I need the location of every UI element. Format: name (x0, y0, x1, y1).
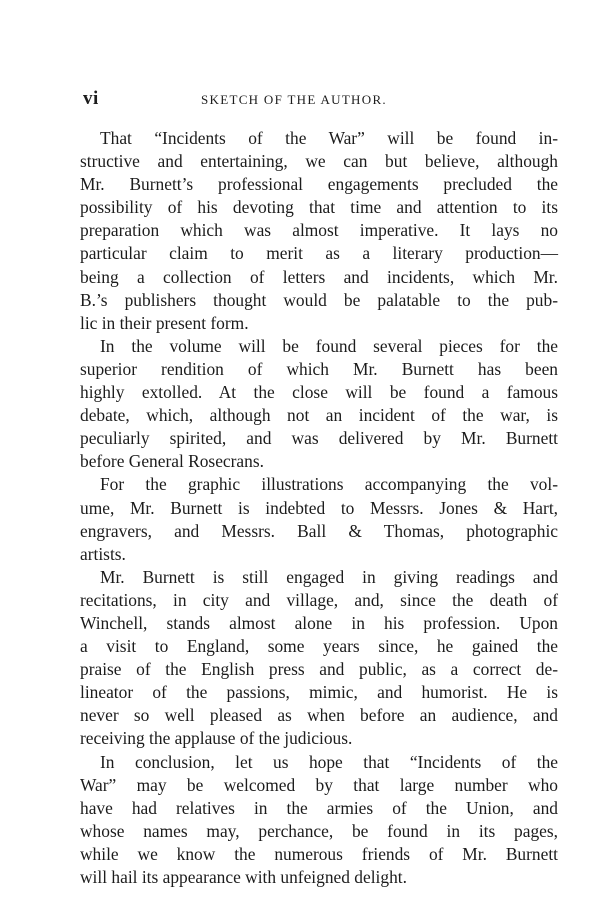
text-line: That “Incidents of the War” will be found in- (100, 128, 558, 148)
text-line: In the volume will be found several pieces for the (100, 335, 558, 356)
text-line: War” may be welcomed by that large number who (80, 774, 558, 795)
text-line: superior rendition of which Mr. Burnett has been (80, 358, 558, 379)
text-line: B.’s publishers thought would be palatable to the pub- (80, 289, 558, 310)
text-line: artists. (80, 543, 126, 564)
text-line: Winchell, stands almost alone in his profession. Upon (80, 612, 558, 633)
text-line: Mr. Burnett is still engaged in giving readings and (100, 566, 558, 587)
body-text (80, 127, 558, 889)
text-line: whose names may, perchance, be found in its pages, (80, 820, 558, 841)
text-line: ume, Mr. Burnett is indebted to Messrs. Jones & Hart, (80, 497, 558, 518)
text-line: a visit to England, some years since, he gained the (80, 636, 558, 657)
page-number: vi (83, 88, 99, 109)
text-line: In conclusion, let us hope that “Incidents of the (100, 751, 558, 772)
text-line: lineator of the passions, mimic, and humorist. He is (80, 682, 558, 703)
text-line: will hail its appearance with unfeigned delight. (80, 867, 407, 887)
text-line: For the graphic illustrations accompanying the vol- (100, 474, 558, 495)
text-line: highly extolled. At the close will be found a famous (80, 382, 558, 403)
text-line: debate, which, although not an incident of the war, is (80, 405, 558, 426)
text-line: praise of the English press and public, as a correct de- (80, 659, 558, 680)
text-line: have had relatives in the armies of the Union, and (80, 797, 558, 818)
running-head (83, 88, 549, 110)
text-line: Mr. Burnett’s professional engagements precluded the (80, 174, 558, 195)
text-line: particular claim to merit as a literary production— (80, 243, 558, 264)
text-line: being a collection of letters and incidents, which Mr. (80, 266, 558, 287)
text-line: while we know the numerous friends of Mr. Burnett (80, 843, 558, 864)
running-title: SKETCH OF THE AUTHOR. (201, 92, 387, 107)
text-line: structive and entertaining, we can but believe, although (80, 151, 558, 172)
text-line: preparation which was almost imperative. It lays no (80, 220, 558, 241)
text-line: peculiarly spirited, and was delivered by Mr. Burnett (80, 428, 558, 449)
text-line: recitations, in city and village, and, since the death of (80, 589, 558, 610)
text-line: lic in their present form. (80, 312, 249, 333)
text-line: receiving the applause of the judicious. (80, 728, 353, 749)
text-line: engravers, and Messrs. Ball & Thomas, photographic (80, 520, 558, 541)
text-line: before General Rosecrans. (80, 451, 264, 472)
text-line: never so well pleased as when before an audience, and (80, 705, 558, 726)
text-line: possibility of his devoting that time and attention to its (80, 197, 558, 218)
